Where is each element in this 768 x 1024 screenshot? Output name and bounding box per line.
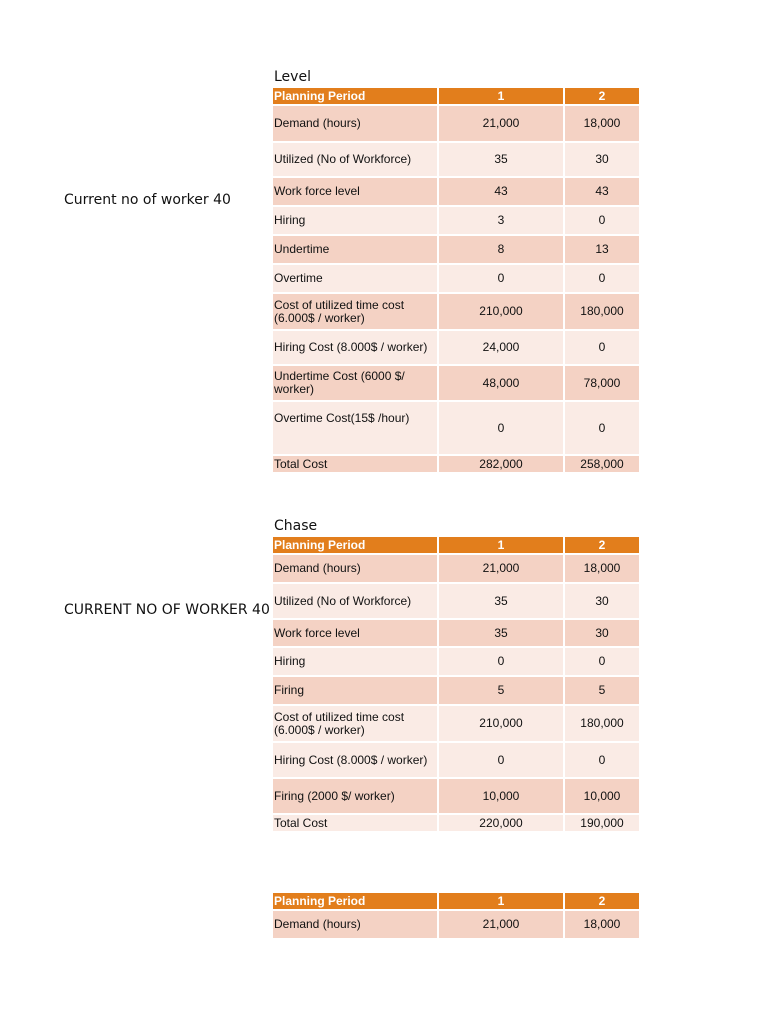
- table-row: [273, 911, 639, 938]
- table-row: [273, 294, 639, 329]
- row-label: Utilized (No of Workforce): [273, 584, 437, 618]
- cell-period-2: 5: [565, 677, 639, 704]
- table-header-row: [273, 537, 639, 553]
- cell-period-2: 0: [565, 207, 639, 234]
- table-row: [273, 236, 639, 263]
- cell-period-2: 258,000: [565, 456, 639, 472]
- cell-period-1: 8: [439, 236, 563, 263]
- cell-period-1: 21,000: [439, 911, 563, 938]
- header-cell-period-1: 1: [439, 537, 563, 553]
- cell-period-2: 0: [565, 265, 639, 292]
- table-row: [273, 555, 639, 582]
- cell-period-2: 13: [565, 236, 639, 263]
- row-label: Undertime: [273, 236, 437, 263]
- cell-period-2: 190,000: [565, 815, 639, 831]
- header-cell-planning-period: Planning Period: [273, 893, 437, 909]
- cell-period-2: 30: [565, 584, 639, 618]
- cell-period-1: 210,000: [439, 294, 563, 329]
- chase-table: [273, 537, 639, 833]
- cell-period-1: 0: [439, 743, 563, 777]
- cell-period-1: 21,000: [439, 106, 563, 141]
- cell-period-1: 35: [439, 143, 563, 176]
- cell-period-1: 10,000: [439, 779, 563, 813]
- cell-period-2: 18,000: [565, 911, 639, 938]
- header-cell-period-2: 2: [565, 88, 639, 104]
- cell-period-2: 18,000: [565, 555, 639, 582]
- level-current-workers-label: Current no of worker 40: [64, 192, 231, 208]
- header-cell-period-2: 2: [565, 537, 639, 553]
- row-label: Cost of utilized time cost (6.000$ / worker): [273, 294, 437, 329]
- cell-period-1: 24,000: [439, 331, 563, 364]
- header-cell-planning-period: Planning Period: [273, 537, 437, 553]
- table-row: [273, 402, 639, 454]
- cell-period-2: 180,000: [565, 706, 639, 741]
- level-table: [273, 88, 639, 474]
- cell-period-1: 282,000: [439, 456, 563, 472]
- table-row: [273, 584, 639, 618]
- row-label: Undertime Cost (6000 $/ worker): [273, 366, 437, 400]
- cell-period-2: 18,000: [565, 106, 639, 141]
- table-row: [273, 331, 639, 364]
- table-row: [273, 677, 639, 704]
- total-row: [273, 815, 639, 831]
- row-label: Demand (hours): [273, 106, 437, 141]
- cell-period-1: 0: [439, 648, 563, 675]
- header-cell-period-1: 1: [439, 88, 563, 104]
- cell-period-1: 3: [439, 207, 563, 234]
- row-label: Total Cost: [273, 815, 437, 831]
- table-row: [273, 366, 639, 400]
- level-title: Level: [274, 69, 311, 85]
- cell-period-2: 30: [565, 143, 639, 176]
- row-label: Overtime: [273, 265, 437, 292]
- row-label: Demand (hours): [273, 911, 437, 938]
- row-label: Hiring Cost (8.000$ / worker): [273, 743, 437, 777]
- cell-period-2: 0: [565, 402, 639, 454]
- table-row: [273, 706, 639, 741]
- table-row: [273, 648, 639, 675]
- cell-period-2: 0: [565, 743, 639, 777]
- cell-period-1: 5: [439, 677, 563, 704]
- row-label: Firing (2000 $/ worker): [273, 779, 437, 813]
- cell-period-2: 30: [565, 620, 639, 646]
- row-label: Total Cost: [273, 456, 437, 472]
- row-label: Work force level: [273, 620, 437, 646]
- table-row: [273, 620, 639, 646]
- row-label: Cost of utilized time cost (6.000$ / worker): [273, 706, 437, 741]
- row-label: Hiring: [273, 648, 437, 675]
- table-row: [273, 178, 639, 205]
- cell-period-1: 0: [439, 402, 563, 454]
- cell-period-1: 21,000: [439, 555, 563, 582]
- chase-current-workers-label: CURRENT NO OF WORKER 40: [64, 602, 270, 618]
- row-label: Firing: [273, 677, 437, 704]
- cell-period-1: 35: [439, 584, 563, 618]
- table-header-row: [273, 893, 639, 909]
- row-label: Demand (hours): [273, 555, 437, 582]
- table-row: [273, 265, 639, 292]
- total-row: [273, 456, 639, 472]
- header-cell-planning-period: Planning Period: [273, 88, 437, 104]
- table-header-row: [273, 88, 639, 104]
- row-label: Overtime Cost(15$ /hour): [273, 402, 437, 454]
- cell-period-2: 0: [565, 648, 639, 675]
- cell-period-1: 210,000: [439, 706, 563, 741]
- table-row: [273, 207, 639, 234]
- cell-period-2: 10,000: [565, 779, 639, 813]
- chase-title: Chase: [274, 518, 318, 534]
- cell-period-1: 35: [439, 620, 563, 646]
- cell-period-2: 0: [565, 331, 639, 364]
- cell-period-2: 78,000: [565, 366, 639, 400]
- row-label: Work force level: [273, 178, 437, 205]
- cell-period-2: 180,000: [565, 294, 639, 329]
- table-row: [273, 779, 639, 813]
- table-row: [273, 143, 639, 176]
- cell-period-1: 48,000: [439, 366, 563, 400]
- cell-period-1: 43: [439, 178, 563, 205]
- cell-period-1: 220,000: [439, 815, 563, 831]
- row-label: Hiring: [273, 207, 437, 234]
- table-row: [273, 743, 639, 777]
- third-table: [273, 893, 639, 940]
- cell-period-1: 0: [439, 265, 563, 292]
- row-label: Utilized (No of Workforce): [273, 143, 437, 176]
- cell-period-2: 43: [565, 178, 639, 205]
- row-label: Hiring Cost (8.000$ / worker): [273, 331, 437, 364]
- header-cell-period-1: 1: [439, 893, 563, 909]
- table-row: [273, 106, 639, 141]
- header-cell-period-2: 2: [565, 893, 639, 909]
